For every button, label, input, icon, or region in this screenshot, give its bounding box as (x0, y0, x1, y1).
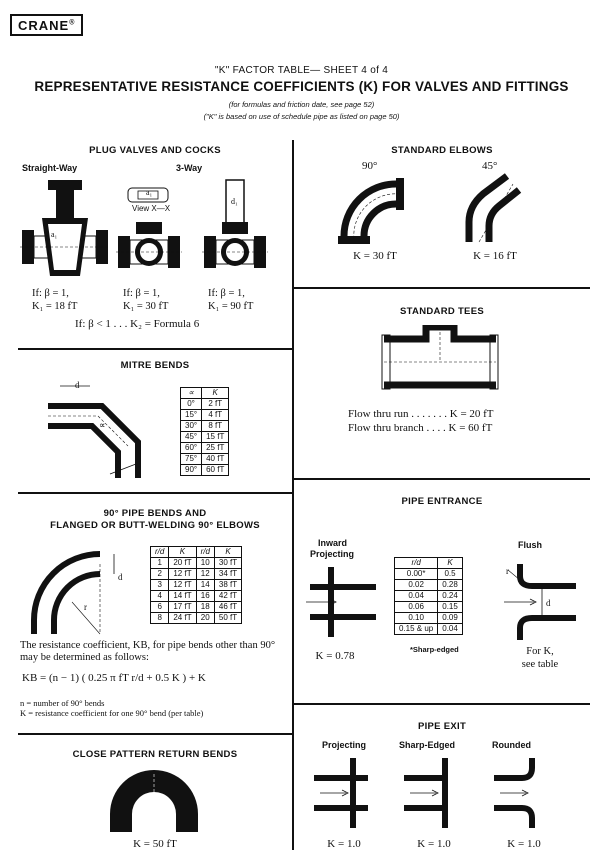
mitre-bends-title: MITRE BENDS (120, 360, 190, 371)
elbow-45-label: 45° (482, 160, 498, 172)
straight-way-valve-icon (20, 180, 110, 276)
cell: 4 (151, 591, 169, 602)
cell: 1 (151, 558, 169, 569)
page-title: REPRESENTATIVE RESISTANCE COEFFICIENTS (K) FOR VALVES AND FITTINGS (34, 79, 569, 94)
cell: 0.24 (438, 591, 463, 602)
a1-label: a₁ (51, 230, 58, 239)
standard-elbows-title: STANDARD ELBOWS (391, 145, 493, 156)
mitre-d-label-bottom: d (115, 460, 120, 470)
cell: 34 fT (214, 569, 241, 580)
pipe-bends-title-1: 90° PIPE BENDS AND (103, 508, 207, 519)
cell: 3 (151, 580, 169, 591)
cell: 0.10 (395, 613, 438, 624)
mitre-col-k: K (202, 388, 229, 399)
cell: 0.09 (438, 613, 463, 624)
pipe-bend-description: The resistance coefficient, KB, for pipe bends other than 90° may be determined as follows: (20, 640, 276, 663)
note-formulas: (for formulas and friction date, see page 52) (228, 100, 375, 109)
cell: 25 fT (202, 443, 229, 454)
three-way-condition: If: β = 1, (123, 288, 160, 299)
cell: 0.28 (438, 580, 463, 591)
exit-projecting-label: Projecting (322, 740, 367, 750)
pipe-bend-d-label: d (118, 572, 123, 582)
definition-n: n = number of 90° bends (20, 698, 105, 708)
flush-d-label: d (546, 598, 551, 608)
flush-entrance-icon (500, 562, 580, 642)
pipe-bend-formula: KB = (n − 1) ( 0.25 π fT r/d + 0.5 K ) + K (22, 672, 206, 684)
pipe-exit-title: PIPE EXIT (417, 721, 467, 732)
cell: 12 fT (169, 580, 196, 591)
cell: 0.06 (395, 602, 438, 613)
cell: 18 (196, 602, 214, 613)
exit-sharp-label: Sharp-Edged (399, 740, 456, 750)
divider-left-3 (18, 733, 292, 735)
three-way-alt-condition: If: β = 1, (208, 288, 245, 299)
cell: 0.04 (395, 591, 438, 602)
mitre-col-angle: ∝ (181, 388, 202, 399)
mitre-d-label-top: d (75, 380, 80, 390)
table-row (181, 421, 229, 432)
cell: 8 fT (202, 421, 229, 432)
exit-rounded-label: Rounded (492, 740, 531, 750)
cell: 15° (181, 410, 202, 421)
cell: 38 fT (214, 580, 241, 591)
table-row (181, 432, 229, 443)
entrance-col-rd: r/d (395, 558, 438, 569)
table-row (151, 591, 242, 602)
flush-r-label: r (506, 566, 509, 576)
three-way-label: 3-Way (176, 163, 203, 173)
cell: 15 fT (202, 432, 229, 443)
col-k-2: K (214, 547, 241, 558)
pipe-bends-title-2: FLANGED OR BUTT-WELDING 90° ELBOWS (50, 520, 260, 531)
table-row (395, 580, 463, 591)
cell: 0.15 (438, 602, 463, 613)
inward-label-1: Inward (318, 538, 348, 548)
cell: 24 fT (169, 613, 196, 624)
inward-label-2: Projecting (310, 549, 355, 559)
straight-way-label: Straight-Way (22, 163, 78, 173)
note-schedule: ("K" is based on use of schedule pipe as listed on page 50) (203, 112, 400, 121)
cell: 20 (196, 613, 214, 624)
cell: 8 (151, 613, 169, 624)
three-way-k: K₁ = 30 fT (123, 301, 169, 312)
registered-mark: ® (69, 19, 76, 27)
straight-condition: If: β = 1, (32, 288, 69, 299)
return-bend-icon (108, 770, 200, 834)
view-xx-label: View X—X (132, 204, 171, 213)
cell: 0.04 (438, 624, 463, 635)
straight-k: K₁ = 18 fT (32, 301, 78, 312)
table-row (181, 399, 229, 410)
table-row (395, 624, 463, 635)
cell: 12 (196, 569, 214, 580)
three-way-valve-icon (116, 222, 182, 268)
cell: 0.00* (395, 569, 438, 580)
table-row (181, 410, 229, 421)
pipe-entrance-title: PIPE ENTRANCE (401, 496, 483, 507)
table-row (181, 454, 229, 465)
flush-for-k: For K, (526, 646, 554, 657)
table-row (151, 580, 242, 591)
pipe-bend-icon (28, 548, 138, 638)
inward-projecting-icon (300, 565, 380, 640)
crane-logo (10, 14, 83, 36)
table-row (395, 591, 463, 602)
cell: 0° (181, 399, 202, 410)
cell: 2 fT (202, 399, 229, 410)
center-divider (292, 140, 294, 850)
elbow-90-k: K = 30 fT (353, 250, 397, 262)
sharp-edged-footnote: *Sharp-edged (410, 645, 459, 654)
table-row (395, 602, 463, 613)
exit-projecting-icon (312, 756, 382, 831)
mitre-k-table (180, 387, 229, 476)
pipe-bend-k-table (150, 546, 242, 624)
standard-tees-title: STANDARD TEES (400, 306, 484, 317)
cell: 42 fT (214, 591, 241, 602)
divider-left-1 (18, 348, 292, 350)
formula-6-note: If: β < 1 . . . K₂ = Formula 6 (75, 318, 200, 330)
elbow-90-label: 90° (362, 160, 378, 172)
divider-right-1 (292, 287, 590, 289)
divider-right-2 (292, 478, 590, 480)
plug-valve-drawings (18, 178, 292, 283)
plug-valves-title: PLUG VALVES AND COCKS (89, 145, 221, 156)
cell: 16 (196, 591, 214, 602)
definition-k: K = resistance coefficient for one 90° bend (per table) (20, 708, 204, 718)
tee-flow-run: Flow thru run . . . . . . . K = 20 fT (348, 408, 494, 420)
cell: 10 (196, 558, 214, 569)
table-row (395, 613, 463, 624)
divider-left-2 (18, 492, 292, 494)
table-row (395, 569, 463, 580)
flush-label: Flush (518, 540, 542, 550)
cell: 60 fT (202, 465, 229, 476)
sheet-kicker: "K" FACTOR TABLE— SHEET 4 of 4 (214, 65, 389, 76)
standard-tee-icon (380, 325, 500, 395)
pipe-bend-r-label: r (84, 602, 87, 612)
inward-k: K = 0.78 (315, 650, 355, 662)
d1-label: d₁ (231, 197, 238, 206)
mitre-angle-label: ∝ (99, 420, 106, 430)
exit-projecting-k: K = 1.0 (327, 838, 361, 850)
cell: 60° (181, 443, 202, 454)
logo-text: CRANE (18, 18, 70, 33)
table-row (151, 558, 242, 569)
three-way-valve-alt-icon (202, 180, 268, 268)
three-way-alt-k: K₁ = 90 fT (208, 301, 254, 312)
col-k-1: K (169, 547, 196, 558)
col-rd-1: r/d (151, 547, 169, 558)
a1-view-label: a₁ (146, 188, 153, 197)
table-row (151, 602, 242, 613)
cell: 20 fT (169, 558, 196, 569)
cell: 30° (181, 421, 202, 432)
close-pattern-k: K = 50 fT (133, 838, 177, 850)
cell: 30 fT (214, 558, 241, 569)
entrance-k-table (394, 557, 463, 635)
table-row (151, 613, 242, 624)
exit-rounded-k: K = 1.0 (507, 838, 541, 850)
entrance-col-k: K (438, 558, 463, 569)
cell: 12 fT (169, 569, 196, 580)
cell: 45° (181, 432, 202, 443)
exit-sharp-k: K = 1.0 (417, 838, 451, 850)
cell: 90° (181, 465, 202, 476)
cell: 6 (151, 602, 169, 613)
cell: 46 fT (214, 602, 241, 613)
table-row (181, 443, 229, 454)
flush-see-table: see table (521, 659, 559, 670)
cell: 0.5 (438, 569, 463, 580)
cell: 2 (151, 569, 169, 580)
divider-right-3 (292, 703, 590, 705)
close-pattern-title: CLOSE PATTERN RETURN BENDS (72, 749, 238, 760)
cell: 0.15 & up (395, 624, 438, 635)
table-row (181, 465, 229, 476)
cell: 17 fT (169, 602, 196, 613)
table-row (151, 569, 242, 580)
cell: 50 fT (214, 613, 241, 624)
cell: 0.02 (395, 580, 438, 591)
exit-sharp-icon (402, 756, 472, 831)
exit-rounded-icon (492, 756, 562, 831)
cell: 75° (181, 454, 202, 465)
cell: 4 fT (202, 410, 229, 421)
elbow-45-k: K = 16 fT (473, 250, 517, 262)
cell: 40 fT (202, 454, 229, 465)
elbow-90-icon (330, 176, 420, 246)
elbow-45-icon (455, 172, 535, 248)
cell: 14 fT (169, 591, 196, 602)
cell: 14 (196, 580, 214, 591)
col-rd-2: r/d (196, 547, 214, 558)
tee-flow-branch: Flow thru branch . . . . K = 60 fT (348, 422, 493, 434)
